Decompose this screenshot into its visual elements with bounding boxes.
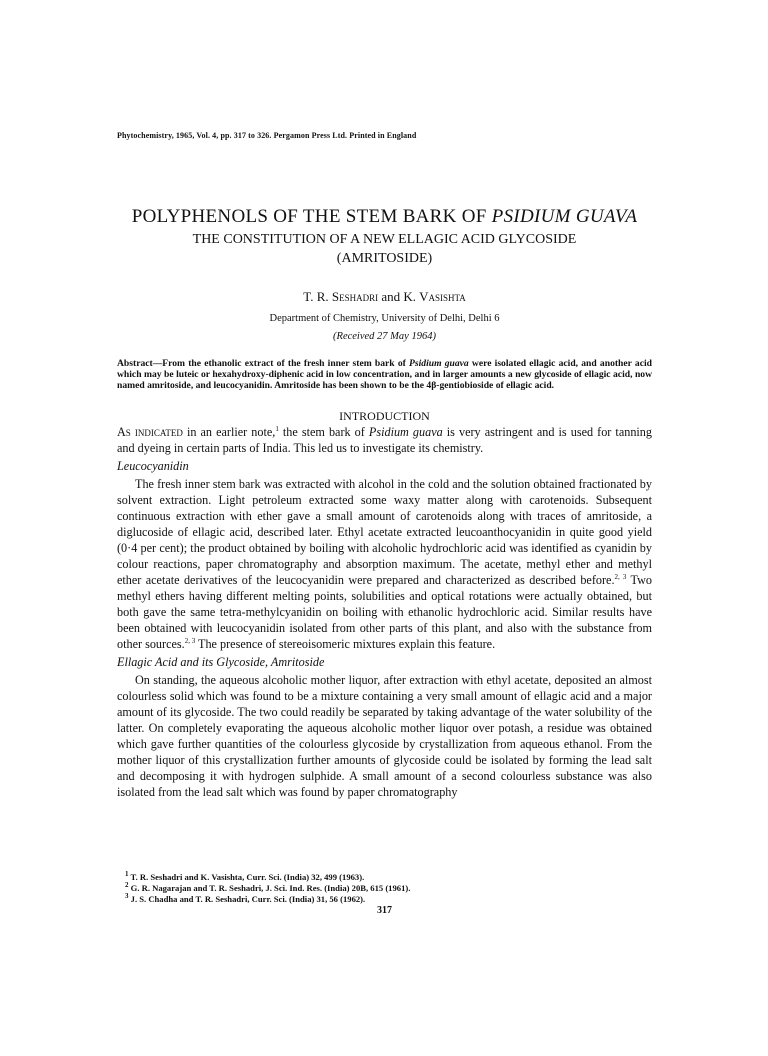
footnote-1: $^1$ T. R. Seshadri and K. Vasishta, Curr. Sci. (India) 32, 499 (1963). xyxy=(125,870,365,882)
affiliation: Department of Chemistry, University of Delhi, Delhi 6 xyxy=(269,313,500,324)
abstract: Abstract—From the ethanolic extract of the fresh inner stem bark of Psidium guava were isolated ellagic acid, and another acid which may be luteic or hexahydroxy-diphenic acid in low concentration, and in larger amounts a new glycoside of ellagic acid, now named amritoside, and leucocyanidin. Amritoside has been shown to be the 4β-gentiobioside of ellagic acid. xyxy=(117,358,652,391)
title-genus: PSIDIUM GUAVA xyxy=(491,206,638,227)
footnote-3: $^3$ J. S. Chadha and T. R. Seshadri, Curr. Sci. (India) 31, 56 (1962). xyxy=(125,892,366,904)
section-heading-leucocyanidin: Leucocyanidin xyxy=(117,459,189,473)
subtitle-line-2: (AMRITOSIDE) xyxy=(336,251,433,266)
author-conjunction: and xyxy=(378,289,404,304)
footnotes xyxy=(117,872,652,905)
subtitle-line-1: THE CONSTITUTION OF A NEW ELLAGIC ACID GLYCOSIDE xyxy=(192,232,577,247)
received-date: (Received 27 May 1964) xyxy=(333,331,436,342)
abstract-label: Abstract xyxy=(117,358,153,369)
journal-citation: Phytochemistry, 1965, Vol. 4, pp. 317 to 326. Pergamon Press Ltd. Printed in England xyxy=(117,131,417,140)
paper-subtitle xyxy=(117,230,652,268)
footnote-2: $^2$ G. R. Nagarajan and T. R. Seshadri, J. Sci. Ind. Res. (India) 20B, 615 (1961). xyxy=(125,881,411,893)
ellagic-paragraph: On standing, the aqueous alcoholic mother liquor, after extraction with ethyl acetate, deposited an almost colourless solid which was found to be a mixture containing a very small amount of ellagic acid and a major amount of its glycoside. The two could readily be separated by taking advantage of the water solubility of the latter. On completely evaporating the aqueous alcoholic mother liquor over potash, a residue was obtained which gave further quantities of the colourless glycoside by crystallization from aqueous ethanol. From the mother liquor of this crystallization further amounts of glycoside could be isolated by forming the lead salt and decomposing it with hydrogen sulphide. A small amount of a second colourless substance was also isolated from the lead salt which was found by paper chromatography xyxy=(117,673,652,799)
section-heading-ellagic: Ellagic Acid and its Glycoside, Amritoside xyxy=(117,655,325,669)
author-2: K. Vasishta xyxy=(403,289,466,304)
body-text xyxy=(117,424,652,800)
title-main: POLYPHENOLS OF THE STEM BARK OF xyxy=(131,206,492,227)
author-1: T. R. Seshadri xyxy=(303,289,379,304)
leucocyanidin-paragraph: The fresh inner stem bark was extracted with alcohol in the cold and the solution obtained fractionated by solvent extraction. Light petroleum extracted some waxy matter along with carotenoids. Subsequent continuous extraction with ether gave a small amount of carotenoids along with traces of amritoside, a diglucoside of ellagic acid, described later. Ethyl acetate extracted leucoanthocyanidin in quite good yield (0·4 per cent); the product obtained by boiling with alcoholic hydrochloric acid was identified as cyanidin by colour reactions, paper chromatography and absorption maximum. The acetate, methyl ether and methyl ether acetate derivatives of the leucocyanidin were prepared and characterized as described before.$^{2, 3}$ Two methyl ethers having different melting points, solubilities and optical rotations were actually obtained, but both gave the same tetra-methylcyanidin on boiling with ethanolic hydrochloric acid. Similar results have been obtained with leucocyanidin isolated from other parts of this plant, and also with the substance from other sources.$^{2, 3}$ The presence of stereoisomeric mixtures explain this feature. xyxy=(117,477,652,651)
introduction-paragraph: As indicated in an earlier note,$^1$ the stem bark of Psidium guava is very astringent and is used for tanning and dyeing in certain parts of India. This led us to investigate its chemistry. xyxy=(117,424,652,455)
author-line xyxy=(117,289,652,305)
paper-title xyxy=(117,206,652,228)
introduction-heading: INTRODUCTION xyxy=(339,409,430,423)
page-number: 317 xyxy=(377,905,392,916)
